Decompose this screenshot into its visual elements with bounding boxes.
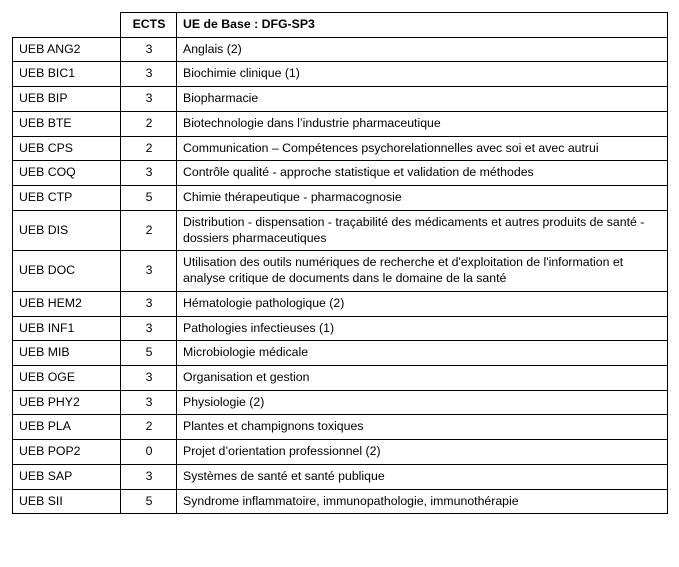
table-row [13, 62, 668, 87]
header-ects: ECTS [121, 13, 177, 38]
cell-code: UEB DIS [13, 210, 121, 250]
table-row [13, 415, 668, 440]
cell-label: Communication – Compétences psychorelationnelles avec soi et avec autrui [177, 136, 668, 161]
table-row [13, 111, 668, 136]
table-row [13, 440, 668, 465]
cell-code: UEB HEM2 [13, 291, 121, 316]
table-row [13, 291, 668, 316]
table-row [13, 210, 668, 250]
cell-code: UEB BIC1 [13, 62, 121, 87]
cell-ects: 3 [121, 161, 177, 186]
cell-code: UEB MIB [13, 341, 121, 366]
cell-ects: 2 [121, 111, 177, 136]
cell-code: UEB CTP [13, 186, 121, 211]
cell-label: Hématologie pathologique (2) [177, 291, 668, 316]
cell-ects: 3 [121, 316, 177, 341]
cell-code: UEB INF1 [13, 316, 121, 341]
cell-code: UEB SAP [13, 464, 121, 489]
cell-code: UEB PHY2 [13, 390, 121, 415]
cell-code: UEB COQ [13, 161, 121, 186]
table-row [13, 186, 668, 211]
cell-label: Syndrome inflammatoire, immunopathologie, immunothérapie [177, 489, 668, 514]
table-row [13, 489, 668, 514]
cell-ects: 3 [121, 464, 177, 489]
header-code [13, 13, 121, 38]
cell-ects: 5 [121, 341, 177, 366]
cell-label: Projet d’orientation professionnel (2) [177, 440, 668, 465]
cell-code: UEB OGE [13, 366, 121, 391]
table-row [13, 37, 668, 62]
cell-label: Microbiologie médicale [177, 341, 668, 366]
table-row [13, 136, 668, 161]
cell-ects: 2 [121, 136, 177, 161]
cell-label: Biochimie clinique (1) [177, 62, 668, 87]
cell-label: Physiologie (2) [177, 390, 668, 415]
cell-ects: 5 [121, 186, 177, 211]
cell-ects: 3 [121, 251, 177, 291]
cell-ects: 0 [121, 440, 177, 465]
cell-ects: 3 [121, 87, 177, 112]
table-row [13, 161, 668, 186]
table-body [13, 37, 668, 514]
header-label: UE de Base : DFG-SP3 [177, 13, 668, 38]
table-row [13, 87, 668, 112]
cell-label: Distribution - dispensation - traçabilité des médicaments et autres produits de santé - dossiers pharmaceutiques [177, 210, 668, 250]
cell-code: UEB CPS [13, 136, 121, 161]
cell-ects: 2 [121, 210, 177, 250]
table-row [13, 366, 668, 391]
cell-ects: 3 [121, 62, 177, 87]
table-header [13, 13, 668, 38]
cell-ects: 3 [121, 390, 177, 415]
cell-label: Organisation et gestion [177, 366, 668, 391]
cell-ects: 3 [121, 291, 177, 316]
table-row [13, 390, 668, 415]
cell-label: Systèmes de santé et santé publique [177, 464, 668, 489]
cell-ects: 2 [121, 415, 177, 440]
cell-label: Chimie thérapeutique - pharmacognosie [177, 186, 668, 211]
cell-code: UEB SII [13, 489, 121, 514]
cell-code: UEB POP2 [13, 440, 121, 465]
table-row [13, 464, 668, 489]
cell-ects: 5 [121, 489, 177, 514]
cell-code: UEB BTE [13, 111, 121, 136]
table-row [13, 251, 668, 291]
cell-code: UEB DOC [13, 251, 121, 291]
cell-code: UEB BIP [13, 87, 121, 112]
cell-label: Pathologies infectieuses (1) [177, 316, 668, 341]
cell-code: UEB PLA [13, 415, 121, 440]
cell-label: Utilisation des outils numériques de recherche et d'exploitation de l'information et analyse critique de documents dans le domaine de la santé [177, 251, 668, 291]
cell-ects: 3 [121, 37, 177, 62]
cell-label: Biotechnologie dans l’industrie pharmaceutique [177, 111, 668, 136]
cell-label: Plantes et champignons toxiques [177, 415, 668, 440]
table-header-row [13, 13, 668, 38]
cell-label: Anglais (2) [177, 37, 668, 62]
ue-base-table [12, 12, 668, 514]
cell-code: UEB ANG2 [13, 37, 121, 62]
cell-label: Biopharmacie [177, 87, 668, 112]
table-row [13, 341, 668, 366]
cell-label: Contrôle qualité - approche statistique et validation de méthodes [177, 161, 668, 186]
table-row [13, 316, 668, 341]
cell-ects: 3 [121, 366, 177, 391]
